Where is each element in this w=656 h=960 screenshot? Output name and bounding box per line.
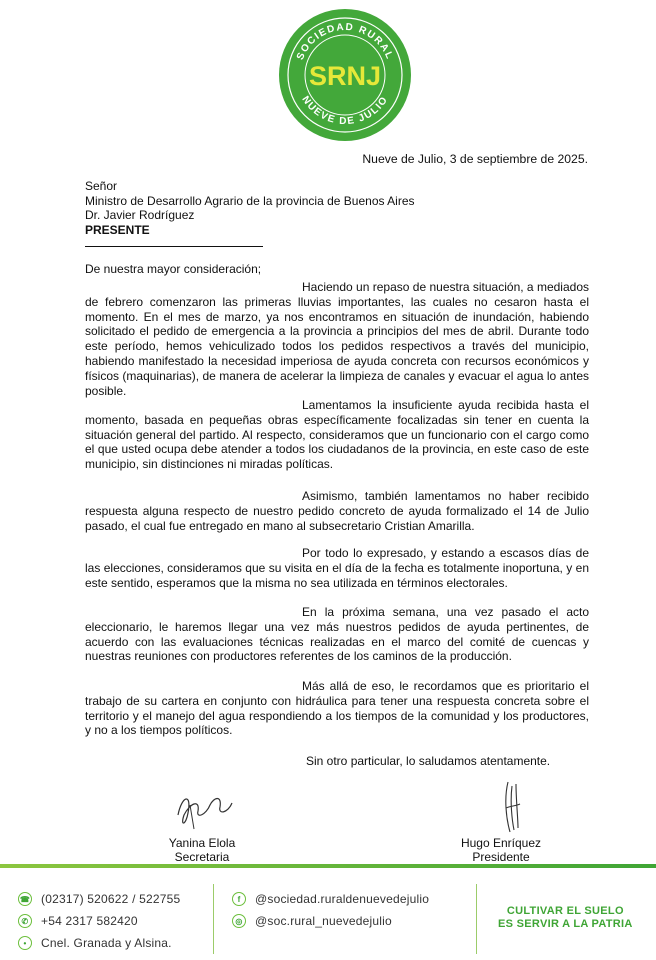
addressee-line2: Ministro de Desarrollo Agrario de la provincia de Buenos Aires: [85, 193, 415, 208]
paragraph-1: Haciendo un repaso de nuestra situación, a mediados de febrero comenzaron las primeras lluvias importantes, las cuales no cesaron hasta el momento. En el mes de marzo, ya nos encontramos en situación de inundación, habiendo solicitado el pedido de emergencia a la provincia a principios del mes de abril. Durante todo este período, hemos vehiculizado todos los pedidos respectivos a través del municipio, habiendo manifestado la necesidad imperiosa de ayuda concreta con recursos económicos y físicos (maquinarias), de manera de acelerar la limpieza de canales y evacuar el agua lo antes posible.: [85, 280, 589, 398]
closing-line: Sin otro particular, lo saludamos atentamente.: [306, 754, 551, 768]
addressee-line1: Señor: [85, 179, 118, 193]
paragraph-6: Más allá de eso, le recordamos que es prioritario el trabajo de su cartera en conjunto con hidráulica para tener una respuesta concreta sobre el territorio y el manejo del agua respondiendo a los tiempos de la comunidad y los productores, y no a los tiempos políticos.: [85, 679, 589, 738]
addressee-block: [85, 179, 415, 237]
location-pin-icon: •: [18, 936, 32, 950]
paragraph-3: Asimismo, también lamentamos no haber recibido respuesta alguna respecto de nuestro pedido concreto de ayuda formalizado el 14 de Julio pasado, el cual fue entregado en mano al subsecretario Cristian Amarilla.: [85, 489, 589, 533]
signature-enriquez: [496, 778, 526, 836]
addressee-rule: [85, 246, 263, 247]
signer-name: Hugo Enríquez: [460, 836, 542, 850]
footer-social-column: [232, 888, 429, 932]
paragraph-5: En la próxima semana, una vez pasado el acto eleccionario, le haremos llegar una vez más nuestros pedidos de ayuda pertinentes, de acuerdo con las evaluaciones técnicas realizadas en el marco del comité de cuencas y nuestras reuniones con productores referentes de los caminos de la producción.: [85, 605, 589, 664]
logo-top-text: SOCIEDAD RURAL: [294, 21, 396, 62]
phone-icon: ☎: [18, 892, 32, 906]
salutation: De nuestra mayor consideración;: [85, 262, 262, 276]
signer-name: Yanina Elola: [168, 836, 236, 850]
footer-facebook: f @sociedad.ruraldenuevedejulio: [232, 888, 429, 910]
srnj-logo: [278, 8, 412, 142]
footer-instagram: ◎ @soc.rural_nuevedejulio: [232, 910, 429, 932]
signature-block-president: [446, 836, 556, 864]
signature-block-secretary: [150, 836, 254, 864]
signer-title: Presidente: [472, 850, 530, 864]
footer-phone2: ✆ +54 2317 582420: [18, 910, 180, 932]
footer-contact-column: [18, 888, 180, 954]
addressee-line3: Dr. Javier Rodríguez: [85, 208, 195, 222]
whatsapp-icon: ✆: [18, 914, 32, 928]
paragraph-2: Lamentamos la insuficiente ayuda recibida hasta el momento, basada en pequeñas obras específicamente focalizadas sin tener en cuenta la situación general del partido. Al respecto, consideramos que un funcionario con el cargo como el que usted ocupa debe atender a todos los ciudadanos de la provincia, en este caso de este municipio, sin distinciones ni miradas políticas.: [85, 398, 589, 472]
signature-elola: [170, 785, 240, 833]
addressee-line4: PRESENTE: [85, 222, 150, 237]
paragraph-4: Por todo lo expresado, y estando a escasos días de las elecciones, consideramos que su visita en el día de la fecha es totalmente inoportuna, y en este sentido, esperamos que la misma no sea utilizada en términos electorales.: [85, 546, 589, 590]
instagram-icon: ◎: [232, 914, 246, 928]
date-line: Nueve de Julio, 3 de septiembre de 2025.: [362, 152, 588, 166]
logo-initials: SRNJ: [308, 61, 382, 91]
signer-title: Secretaria: [174, 850, 230, 864]
footer-address: • Cnel. Granada y Alsina.: [18, 932, 180, 954]
logo-bottom-text: NUEVE DE JULIO: [299, 94, 391, 128]
facebook-icon: f: [232, 892, 246, 906]
footer-separator-1: [213, 884, 214, 954]
footer-motto: CULTIVAR EL SUELO ES SERVIR A LA PATRIA: [498, 905, 633, 930]
footer-phone1: ☎ (02317) 520622 / 522755: [19, 892, 181, 906]
footer-separator-2: [476, 884, 477, 954]
